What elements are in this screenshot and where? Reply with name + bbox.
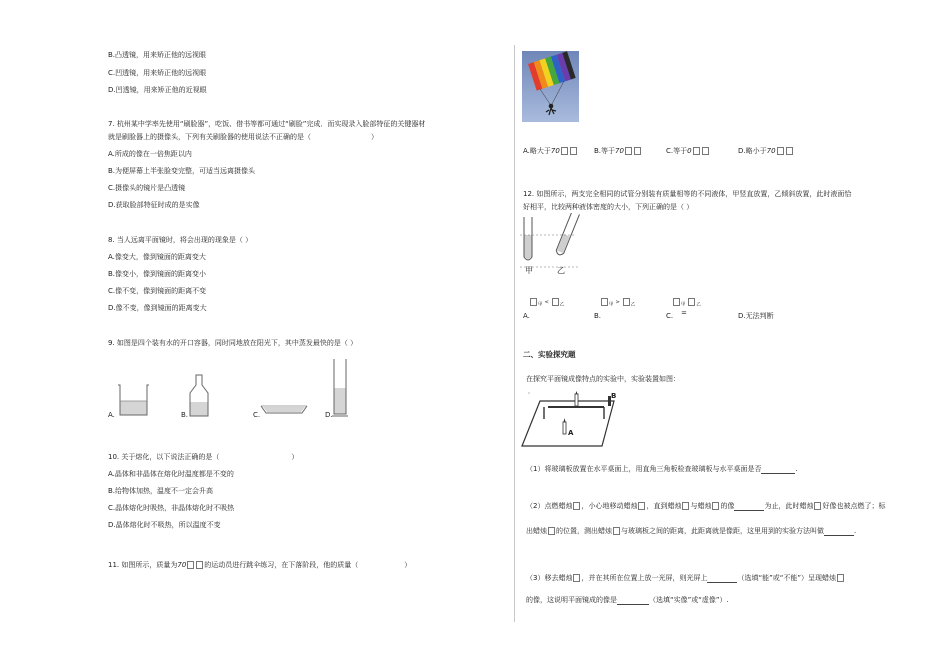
flask-figure	[188, 373, 210, 418]
q10-option-a: A.晶体和非晶体在熔化时温度都是不变的	[108, 470, 234, 478]
q11-option-a: A.略大于70	[523, 147, 578, 156]
q7-stem-line1: 7. 杭州某中学率先使用“刷脸器”，吃饭、借书等都可通过“刷脸”完成．而实现录入脸部特征的关键器材	[108, 120, 426, 128]
exp-question-2-line2: 出蜡烛 的位置，测出蜡烛 与玻璃板之间的距离，此距离就是像距，这里用到的实验方法叫做 .	[526, 527, 857, 535]
q9-stem: 9. 如图是四个装有水的开口容器，同时同地放在阳光下，其中蒸发最快的是（ ）	[108, 339, 358, 347]
q11-stem: 11. 如图所示，质量为70 的运动员进行跳伞练习，在下落阶段，他的质量（ ）	[108, 561, 412, 569]
q8-option-a: A.像变大，像到镜面的距离变大	[108, 253, 206, 261]
plane-mirror-apparatus-figure	[518, 389, 618, 449]
tube-label-jia: 甲	[525, 266, 533, 275]
q8-option-c: C.像不变，像到镜面的距离不变	[108, 287, 207, 295]
experiment-intro: 在探究平面镜成像特点的实验中，实验装置如图：	[526, 375, 680, 383]
graduated-cylinder-figure	[331, 357, 349, 418]
q10-option-b: B.给物体加热，温度不一定会升高	[108, 487, 214, 495]
exp-question-3-line1: （3）移去蜡烛 ，并在其所在位置上放一光屏，则光屏上 （选填“能”或“不能”）呈现蜡烛	[526, 574, 845, 583]
q7-option-b: B.为便屏幕上半张脸变完整，可适当远离摄像头	[108, 167, 256, 175]
q9-label-b: B.	[181, 411, 189, 419]
exp-question-2-line1: （2）点燃蜡烛 ，小心地移动蜡烛 ，直到蜡烛 与蜡烛 的像 为止，此时蜡烛 好像也被点燃了；标	[526, 502, 886, 510]
q12-stem-line2: 好相平，比较两种液体密度的大小，下列正确的是（ ）	[523, 203, 694, 211]
column-divider	[514, 45, 515, 622]
tube-label-yi: 乙	[557, 266, 565, 275]
q12-option-d: D.无法判断	[738, 312, 774, 320]
q12-relation-c-equals: =	[681, 309, 687, 317]
q7-option-c: C.摄像头的镜片是凸透镜	[108, 184, 186, 192]
q12-relation-b: $_甲$ > $_乙$	[600, 298, 635, 310]
q7-option-a: A.所成的像在一倍焦距以内	[108, 150, 192, 158]
apparatus-label-b: B	[611, 392, 617, 400]
exp-question-3-line2: 的像，这说明平面镜成的像是 （选填“实像”或“虚像”）.	[526, 596, 729, 604]
q12-option-a: A.	[523, 312, 530, 320]
q8-stem: 8. 当人远离平面镜时，将会出现的现象是（ ）	[108, 236, 253, 244]
q12-option-b: B.	[594, 312, 602, 320]
q10-option-c: C.晶体熔化时吸热，非晶体熔化时不吸热	[108, 504, 235, 512]
apparatus-label-a: A	[568, 429, 574, 437]
q11-option-b: B.等于70	[594, 147, 642, 156]
q12-stem-line1: 12. 如图所示，两支完全相同的试管分别装有质量相等的不同液体，甲竖直放置，乙倾斜放置，此时液面恰	[523, 190, 852, 198]
q7-stem-line2: 就是刷脸器上的摄像头，下列有关刷脸器的使用说法不正确的是（ ）	[108, 133, 378, 141]
prev-option-b: B.凸透镜，用来矫正他的远视眼	[108, 51, 207, 59]
q8-option-d: D.像不变，像到镜面的距离变大	[108, 304, 207, 312]
q8-option-b: B.像变小，像到镜面的距离变小	[108, 270, 207, 278]
q12-option-c: C.	[666, 312, 674, 320]
skydiver-photo	[522, 51, 579, 122]
exp-question-1: （1）将玻璃板放置在水平桌面上，用直角三角板检查玻璃板与水平桌面是否 .	[526, 465, 798, 473]
q9-label-c: C.	[253, 411, 261, 419]
q10-option-d: D.晶体熔化时不吸热，所以温度不变	[108, 521, 221, 529]
section-title: 二、实验探究题	[523, 350, 576, 359]
q11-option-d: D.略小于70	[738, 147, 794, 156]
shallow-dish-figure	[260, 402, 308, 416]
prev-option-d: D.凹透镜，用来矫正他的近视眼	[108, 86, 207, 94]
q10-stem: 10. 关于熔化，以下说法正确的是（ ）	[108, 453, 299, 461]
q12-relation-a: $_甲$ < $_乙$	[529, 298, 564, 310]
q12-relation-c: $_甲$ $_乙$	[672, 298, 701, 310]
q7-option-d: D.获取脸部特征时成的是实像	[108, 201, 200, 209]
q9-label-d: D.	[325, 411, 333, 419]
prev-option-c: C.凹透镜，用来矫正他的远视眼	[108, 69, 207, 77]
beaker-figure	[116, 382, 150, 418]
q9-label-a: A.	[108, 411, 115, 419]
q11-option-c: C.等于0	[666, 147, 710, 156]
